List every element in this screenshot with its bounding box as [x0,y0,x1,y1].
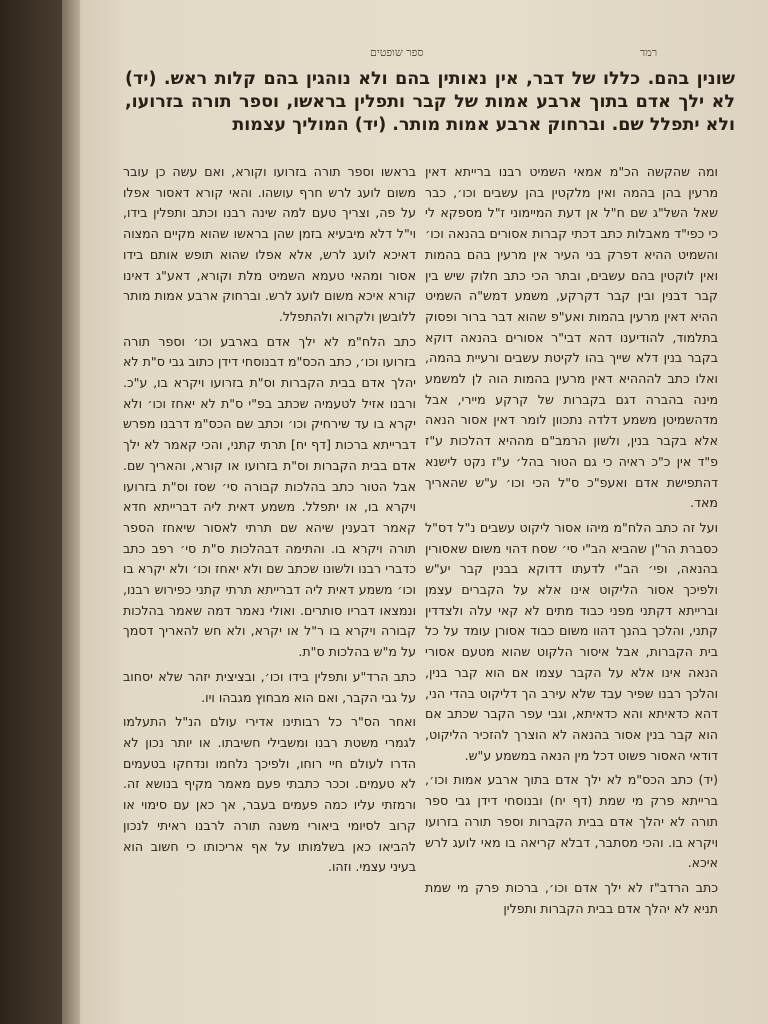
running-head-page-number: רמד [640,46,658,59]
paragraph: ואחר הס"ר כל רבותינו אדירי עולם הנ"ל התעלמו לגמרי משטת רבנו ומשבילי חשיבתו. או יותר נכון לא הדרו לעולם חיי רוחו, ולפיכך נלחמו ונדחקו בטעמים לא טעמים. וככר כתבתי פעם מאמר מקיף בנושא זה. ורמזתי עליו כמה פעמים בעבר, אך כאן עם סימוי או קרוב לסיומי ביאורי משנה תורה לרבנו ראיתי לנכון להביאו כאן בשלמותו על אף אריכותו כי חשוב הוא בעיני עצמי. וזהו. [123,714,416,875]
paragraph: כתב הרד"ע ותפלין בידו וכו׳, ובציצית יזהר שלא יסחוב על גבי הקבר, ואם הוא מבחוץ מגבהו ויו. [123,668,416,705]
paragraph: כתב הרדב"ז לא ילך אדם וכו׳, ברכות פרק מי שמת תניא לא יהלך אדם בבית הקברות ותפלין [425,879,718,916]
running-head-title: ספר שופטים [370,46,424,59]
paragraph: ומה שהקשה הכ"מ אמאי השמיט רבנו ברייתא דאין מרעין בהן בהמה ואין מלקטין בהן עשבים וכו׳, כבר שאל השל"ג שם ח"ל אן דעת המיימוני ז"ל מספקא לי כי כפי"ד מאבלות כתב דכתי קברות אסורים בהנאה וכו׳ והשמיט ההיא דפרק בני העיר אין מרעין בהם בהמות ואין לוקטין בהם עשבים, ובתר הכי כתב חלוק שיש בין קבר דבנין ובין קבר דקרקע, משמע דמש"ה השמיט ההיא דאין מרעין בהמות ואע"פ שהוא דבר ברור ופסוק בתלמוד, להודיענו דהא דבי"ר אסורים בהנאה דוקא בקבר בנין דלא שייך בהו לקיטת עשבים ורעיית בהמה, ואלו כתב להההיא דאין מרעין בהמות הוה לן למשמע מינה בהברה דגם בקברות של קרקע מיירי, אבל מדהשמיטן משמע דלדה נתכוון לומר דאין אסור הנאה אלא בקבר בנין, ולשון הרמב"ם מההיא דהלכות ע"ז פ"ד אין כ"כ ראיה כי גם הטור בהל׳ ע"ז נקט לישנא דהתפישת אדם ואעפ"כ ס"ל הכי וכו׳ ע"ש שהאריך מאד. [425,164,718,511]
header-paragraph: שונין בהם. כללו של דבר, אין נאותין בהם ולא נוהגין בהם קלות ראש. (יד) לא ילך אדם בתוך ארבע אמות של קבר ותפלין בראשו, וספר תורה בזרועו, ולא יתפלל שם. וברחוק ארבע אמות מותר. (יד) המוליך עצמות [125,69,735,135]
book-spine-shadow [0,0,62,1024]
paragraph: (יד) כתב הכס"מ לא ילך אדם בתוך ארבע אמות וכו׳, ברייתא פרק מי שמת (דף יח) ובנוסחי דידן גבי ספר תורה לא יהלך אדם בבית הקברות וספר תורה בזרועו ויקרא בו. והכי מסתבר, דבלא קריאה בו מאי לועג לרש איכא. [425,772,718,871]
paragraph: כתב הלח"מ לא ילך אדם בארבע וכו׳ וספר תורה בזרועו וכו׳, כתב הכס"מ דבנוסחי דידן כתוב גבי ס"ת לא יהלך אדם בבית הקברות וס"ת בזרועו ויקרא בו, ע"כ. ורבנו אזיל לטעמיה שכתב בפ"י ס"ת לא יאחז וכו׳ ולא יקרא בו עד שירחיק וכו׳ וכתב שם הכס"מ דרבנו מפרש דברייתא ברכות [דף יח] תרתי קתני, והכי קאמר לא ילך אדם בבית הקברות וס"ת בזרועו או קורא, והאריך שם. אבל הטור כתב בהלכות קבורה סי׳ שסז וס"ת בזרועו ויקרא בו, או יתפלל. משמע דאית ליה דברייתא חדא קאמר דבענין שיהא שם תרתי לאסור שיאחז הספר תורה ויקרא בו. והתימה דבהלכות ס"ת סי׳ רפב כתב כדברי רבנו ולשונו שכתב שם ולא יאחז וכו׳ ולא יקרא בו וכו׳ משמע דאית ליה דברייתא תרתי קתני כפירוש רבנו, ונמצאו דבריו סותרים. ואולי נאמר דמה שאמר בהלכות קבורה ויקרא בו ר"ל או יקרא, ולא חש להאריך דסמך על מ"ש בהלכות ס"ת. [123,333,416,660]
main-text-header [125,68,735,137]
commentary-right-column [425,162,718,923]
paragraph: בראשו וספר תורה בזרועו וקורא, ואם עשה כן עובר משום לועג לרש חרף עושהו. והאי קורא דאסור אפלו על פה, וצריך טעם למה שינה רבנו וכתב ותפלין בידו, וי"ל דלא מיבעיא בזמן שהן בראשו שהוא מקיים המצוה דאיכא לועג לרש, אלא אפלו שהוא תופש אותם בידו אסור ומהאי טעמא השמיט מלת וקורא, דאע"ג דאינו קורא איכא משום לועג לרש. וברחוק ארבע אמות מותר ללובשן ולקרוא ולהתפלל. [123,164,416,324]
commentary-left-column [123,162,416,882]
page-gutter [62,0,80,1024]
paragraph: ועל זה כתב הלח"מ מיהו אסור ליקוט עשבים נ"ל דס"ל כסברת הר"ן שהביא הב"י סי׳ שסח דהוי משום שאסורין בהנאה, ופי׳ הב"י לדעתו דדוקא בבנין קבר יע"ש ולפיכך אסור הליקוט אינו אלא על הקברים עצמן וברייתא דקתני מפני כבוד מתים לא קאי עלה ולצדדין קתני, והלכך בהנך דהוו משום כבוד אסורן עומד על כל בית הקברות, אבל איסור הלקוט שהוא מטעם אסורי הנאה אינו אלא על הקבר עצמו אם הוא קבר בנין, והלכך רבנו שפיר עבד שלא עירב הך דליקוט בהדי הני, דהא כדאיתא והא כדאיתא, וגבי עפר הקבר שכתב אם הוא קבר בנין אסור בהנאה לא הוצרך להזכיר הליקוט, דודאי האסור פשוט דכל מין הנאה במשמע ע"ש. [425,519,718,763]
